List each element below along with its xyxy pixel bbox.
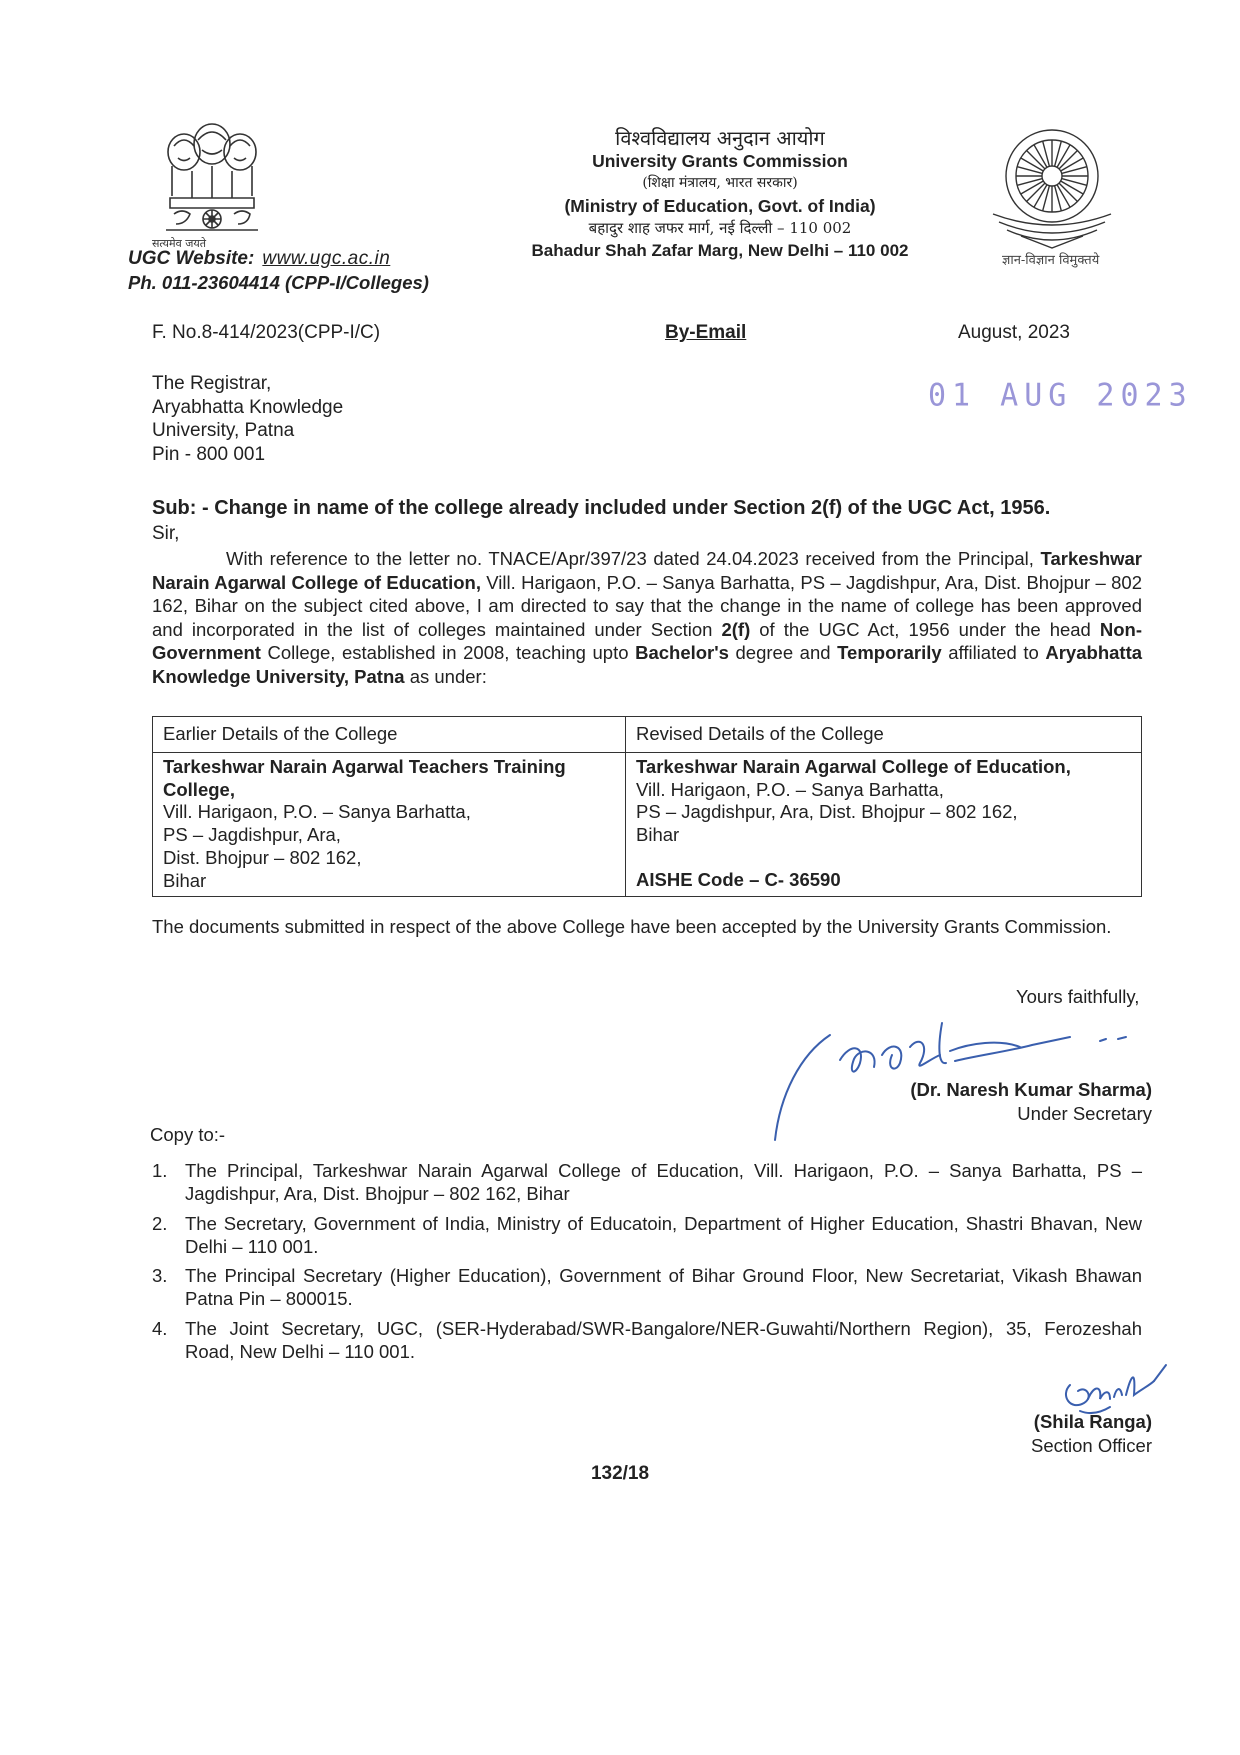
english-title: University Grants Commission	[592, 150, 848, 171]
letter-date: August, 2023	[958, 322, 1070, 343]
list-number: 2.	[152, 1212, 168, 1234]
list-text: The Principal, Tarkeshwar Narain Agarwal College of Education, Vill. Harigaon, P.O. – Sanya Barhatta, PS – Jagdishpur, Ara, Dist. Bhojpur – 802 162, Bihar	[185, 1160, 1142, 1205]
received-date-stamp: 01 AUG 2023	[928, 377, 1193, 414]
list-item	[152, 1212, 1142, 1259]
salutation: Sir,	[152, 523, 180, 544]
table-header-row	[153, 717, 1142, 753]
list-text: The Joint Secretary, UGC, (SER-Hyderabad/SWR-Bangalore/NER-Guwahti/Northern Region), 35, Ferozeshah Road, New Delhi – 110 001.	[185, 1317, 1142, 1363]
signatory-block	[880, 1078, 1152, 1126]
ugc-motto: ज्ञान-विज्ञान विमुक्तये	[1002, 253, 1100, 268]
hindi-address: बहादुर शाह जफर मार्ग, नई दिल्ली – 110 002	[588, 219, 852, 237]
subject-label: Sub: -	[152, 497, 215, 519]
list-number: 3.	[152, 1265, 168, 1287]
section-officer-title: Section Officer	[1031, 1435, 1152, 1456]
national-emblem-icon	[152, 116, 272, 241]
body-text: of the UGC Act, 1956 under the head	[750, 618, 1100, 640]
website-line	[128, 248, 390, 270]
addressee-block	[152, 372, 343, 466]
documents-paragraph: The documents submitted in respect of the above College have been accepted by the University Grants Commission.	[152, 916, 1112, 937]
body-text: affiliated to	[941, 642, 1046, 664]
addressee-line: The Registrar,	[152, 373, 272, 394]
file-number: F. No.8-414/2023(CPP-I/C)	[152, 322, 381, 343]
aishe-code: AISHE Code – C- 36590	[636, 868, 841, 890]
earlier-address-line: Bihar	[163, 869, 207, 891]
earlier-details-cell	[153, 752, 626, 896]
section-officer-block	[960, 1410, 1152, 1458]
list-text: The Principal Secretary (Higher Education), Government of Bihar Ground Floor, New Secretariat, Vikash Bhawan Patna Pin – 800015.	[185, 1265, 1142, 1310]
hindi-ministry: (शिक्षा मंत्रालय, भारत सरकार)	[642, 175, 798, 191]
addressee-line: University, Patna	[152, 420, 295, 441]
copy-to-list	[152, 1159, 1142, 1369]
ugc-logo-icon	[985, 118, 1120, 253]
addressee-line: Aryabhatta Knowledge	[152, 396, 344, 418]
signatory-title: Under Secretary	[1017, 1103, 1152, 1124]
table-row	[153, 752, 1142, 896]
english-address: Bahadur Shah Zafar Marg, New Delhi – 110 002	[531, 240, 909, 260]
body-text: Vill. Harigaon, P.O. – Sanya Barhatta, PS – Jagdishpur, Ara, Dist. Bhojpur – 802 162, Bihar on the subject cited above, I am directed to say that the change in the name of college has been approved and incorporated in the list of colleges maintained under Section	[152, 571, 1142, 640]
list-item	[152, 1317, 1142, 1364]
earlier-address-line: Dist. Bhojpur – 802 162,	[163, 846, 362, 868]
revised-address-line: Bihar	[636, 824, 680, 846]
addressee-line: Pin - 800 001	[152, 443, 266, 465]
table-header-cell: Earlier Details of the College	[153, 717, 626, 753]
signatory-name: (Dr. Naresh Kumar Sharma)	[910, 1079, 1152, 1100]
affiliating-university: Aryabhatta Knowledge University, Patna	[152, 642, 1143, 687]
list-text: The Secretary, Government of India, Ministry of Educatoin, Department of Higher Education, Shastri Bhavan, New Delhi – 110 001.	[185, 1212, 1142, 1257]
affiliation-type: Temporarily	[837, 642, 942, 664]
page-code: 132/18	[590, 1463, 650, 1484]
college-head: Non- Government	[152, 618, 1142, 664]
website-link[interactable]: www.ugc.ac.in	[262, 248, 391, 269]
earlier-college-name: Tarkeshwar Narain Agarwal Teachers Training College,	[163, 755, 566, 800]
subject-line	[152, 497, 1050, 520]
emblem-motto: सत्यमेव जयते	[152, 237, 207, 250]
body-text: With reference to the letter no. TNACE/Apr/397/23 dated 24.04.2023 received from the Principal,	[226, 548, 1041, 569]
college-new-name: Tarkeshwar Narain Agarwal College of Education,	[152, 548, 1142, 593]
subject-text: Change in name of the college already included under Section 2(f) of the UGC Act, 1956.	[214, 497, 1051, 519]
revised-address-line: Vill. Harigaon, P.O. – Sanya Barhatta,	[636, 778, 944, 800]
section-officer-name: (Shila Ranga)	[1033, 1411, 1152, 1432]
earlier-address-line: Vill. Harigaon, P.O. – Sanya Barhatta,	[163, 801, 471, 823]
body-text: degree and	[728, 642, 838, 664]
body-text: College, established in 2008, teaching upto	[260, 642, 636, 664]
revised-college-name: Tarkeshwar Narain Agarwal College of Education,	[636, 755, 1071, 777]
earlier-address-line: PS – Jagdishpur, Ara,	[163, 824, 341, 846]
revised-address-line: PS – Jagdishpur, Ara, Dist. Bhojpur – 802 162,	[636, 801, 1018, 823]
english-ministry: (Ministry of Education, Govt. of India)	[564, 195, 876, 216]
list-number: 1.	[152, 1160, 168, 1181]
closing-phrase: Yours faithfully,	[1016, 986, 1140, 1007]
degree-level: Bachelor's	[635, 642, 729, 664]
body-text: as under:	[404, 665, 487, 687]
copy-to-label: Copy to:-	[150, 1124, 226, 1145]
letterhead	[470, 127, 970, 262]
body-paragraph	[152, 547, 1142, 689]
revised-details-cell	[626, 752, 1142, 896]
delivery-mode: By-Email	[665, 322, 747, 343]
website-label: UGC Website:	[128, 248, 255, 269]
hindi-title: विश्वविद्यालय अनुदान आयोग	[615, 126, 825, 150]
list-number: 4.	[152, 1317, 168, 1339]
college-details-table	[152, 716, 1142, 897]
list-item	[152, 1159, 1142, 1206]
section-ref: 2(f)	[721, 618, 751, 640]
phone-number: Ph. 011-23604414 (CPP-I/Colleges)	[128, 272, 429, 293]
list-item	[152, 1264, 1142, 1311]
table-header-cell: Revised Details of the College	[626, 717, 1142, 753]
